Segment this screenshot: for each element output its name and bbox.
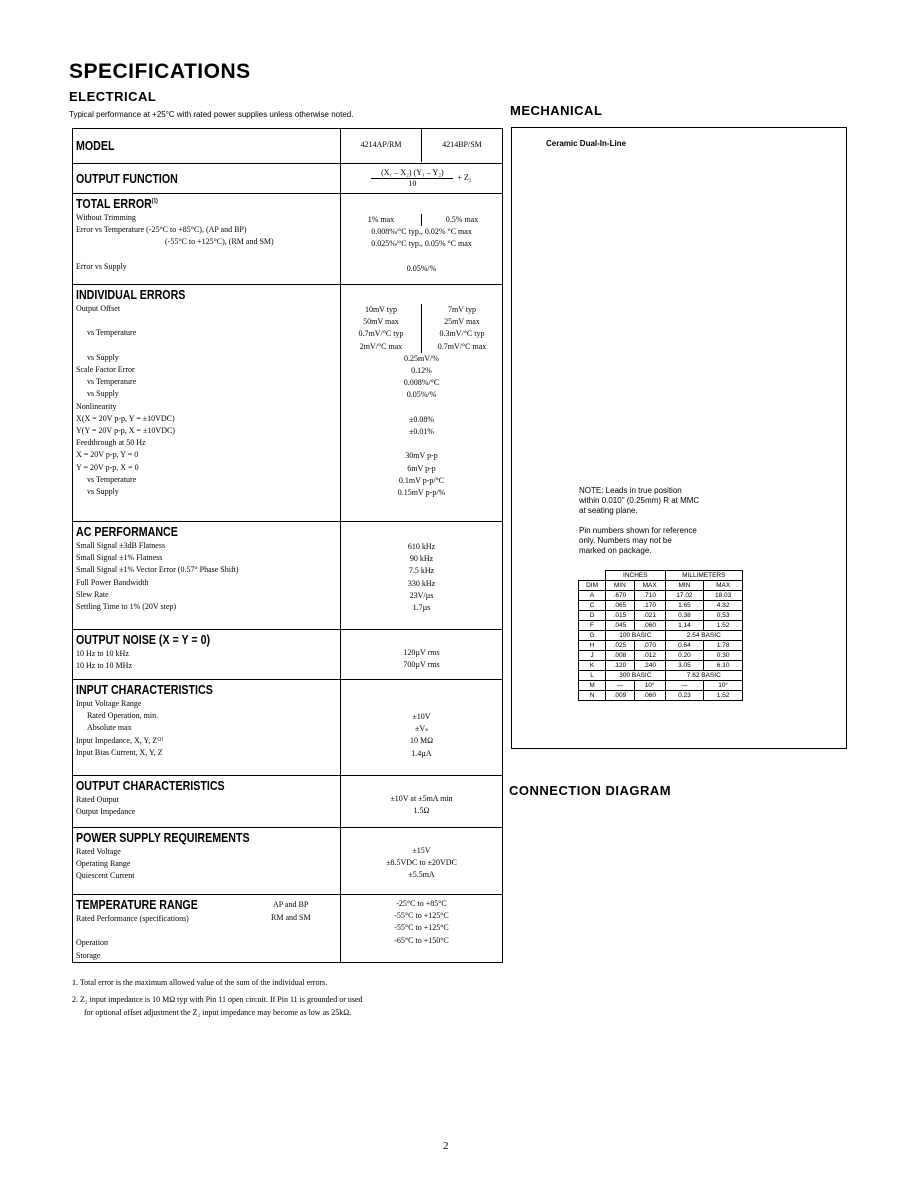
intro-text: Typical performance at +25°C with rated power supplies unless otherwise noted. <box>69 110 354 119</box>
ind-split-label-0: Output Offset <box>76 304 121 313</box>
outchar-val-1: 1.5Ω <box>413 806 430 816</box>
temp-val-1: -55°C to +125°C <box>394 911 449 921</box>
total-error-label-3: Error vs Supply <box>76 261 127 271</box>
dimension-table <box>578 570 743 701</box>
model-label: MODEL <box>76 138 115 153</box>
dim-header-in-min: MIN <box>606 581 635 591</box>
outchar-val-0: ±10V at ±5mA min <box>390 794 453 803</box>
ind-label-0: vs Supply <box>87 352 119 362</box>
model-col-b: 4214BP/SM <box>442 140 482 149</box>
ind-val-2: 0.008%/°C <box>403 378 440 388</box>
output-noise-title: OUTPUT NOISE (X = Y = 0) <box>76 632 211 647</box>
page-title: SPECIFICATIONS <box>69 60 251 83</box>
mechanical-note-1: NOTE: Leads in true position within 0.010" (0.25mm) R at MMC at seating plane. <box>579 486 700 515</box>
ind-split-b-0: 7mV typ <box>447 305 477 314</box>
noise-label-1: 10 Hz to 10 MHz <box>76 661 132 671</box>
ind-label-8: X = 20V p-p, Y = 0 <box>76 450 139 460</box>
mechanical-heading: MECHANICAL <box>510 103 603 118</box>
noise-label-0: 10 Hz to 10 kHz <box>76 649 129 658</box>
ind-label-6: Y(Y = 20V p-p, X = ±10VDC) <box>76 426 175 436</box>
dim-row: A .670 .710 17.02 18.03 <box>579 591 743 601</box>
total-error-title: TOTAL ERROR$^{(1)}$ <box>76 196 158 211</box>
ind-label-10: vs Temperature <box>87 474 137 484</box>
outchar-label-1: Output Impedance <box>76 807 136 817</box>
ind-label-2: vs Temperature <box>87 377 137 387</box>
temp-label-0: Rated Performance (specifications) <box>76 914 189 923</box>
outchar-label-0: Rated Output <box>76 795 119 804</box>
ind-split-a-0: 10mV typ <box>341 304 422 316</box>
ac-val-4: 23V/µs <box>409 590 434 600</box>
ind-split-b-1: 25mV max <box>444 317 480 327</box>
mechanical-note-2: Pin numbers shown for reference only. Numbers may not be marked on package. <box>579 526 697 555</box>
output-function-label: OUTPUT FUNCTION <box>76 171 178 186</box>
ind-split-a-2: 0.7mV/°C typ <box>341 328 422 340</box>
power-label-0: Rated Voltage <box>76 847 121 856</box>
ac-val-5: 1.7µs <box>412 603 431 613</box>
formula-numerator: (X₁ – X₂) (Y₁ – Y₂) <box>381 167 444 177</box>
dim-header-dim: DIM <box>579 581 606 591</box>
input-val-4: 1.4µA <box>411 748 432 758</box>
power-val-0: ±15V <box>412 846 431 855</box>
electrical-specs-table <box>72 128 503 963</box>
temp-col-b: RM and SM <box>271 913 311 922</box>
power-supply-title: POWER SUPPLY REQUIREMENTS <box>76 830 250 845</box>
ind-label-7: Feedthrough at 50 Hz <box>76 438 146 448</box>
ind-val-3: 0.05%/% <box>406 390 437 400</box>
individual-errors-title: INDIVIDUAL ERRORS <box>76 287 186 302</box>
ind-split-b-3: 0.7mV/°C max <box>437 341 487 351</box>
package-label: Ceramic Dual-In-Line <box>546 139 627 148</box>
dim-header-mm-max: MAX <box>704 581 743 591</box>
dim-header-mm-min: MIN <box>665 581 704 591</box>
dim-row: K .120 .240 3.05 6.10 <box>579 661 743 671</box>
mechanical-box <box>511 127 847 749</box>
ac-label-1: Small Signal ±1% Flatness <box>76 553 163 563</box>
input-val-1: ±10V <box>412 712 431 721</box>
total-error-b-0: 0.5% max <box>445 215 479 224</box>
ac-performance-title: AC PERFORMANCE <box>76 524 178 539</box>
ac-label-3: Full Power Bandwidth <box>76 577 149 587</box>
ind-val-8: 30mV p-p <box>405 451 438 461</box>
ind-split-a-3: 2mV/°C max <box>341 341 422 353</box>
ind-label-9: Y = 20V p-p, X = 0 <box>76 462 139 472</box>
dim-header-mm: MILLIMETERS <box>665 571 742 581</box>
dim-row: J .008 .012 0.20 0.30 <box>579 651 743 661</box>
temp-val-3: -65°C to +150°C <box>394 935 449 945</box>
input-val-2: ±Vₛ <box>414 724 429 734</box>
ac-val-3: 330 kHz <box>407 578 436 588</box>
total-error-label-2: (-55°C to +125°C), (RM and SM) <box>165 237 274 247</box>
temp-label-3: Storage <box>76 950 101 960</box>
temp-val-2: -55°C to +125°C <box>394 923 449 933</box>
ind-val-0: 0.25mV/% <box>404 353 439 363</box>
page-number: 2 <box>443 1140 449 1152</box>
dim-row: D .015 .021 0.38 0.53 <box>579 611 743 621</box>
ac-val-2: 7.5 kHz <box>408 566 435 576</box>
temp-col-a: AP and BP <box>273 900 309 909</box>
dim-header-in-max: MAX <box>634 581 665 591</box>
power-label-2: Quiescent Current <box>76 871 135 881</box>
input-label-0: Input Voltage Range <box>76 699 142 708</box>
ind-val-11: 0.15mV p-p/% <box>397 488 446 498</box>
power-val-2: ±5.5mA <box>408 870 435 880</box>
footnote-1: 1. Total error is the maximum allowed value of the sum of the individual errors. <box>72 978 328 987</box>
ac-val-1: 90 kHz <box>409 554 434 564</box>
ind-val-9: 6mV p-p <box>407 463 436 473</box>
ac-label-0: Small Signal ±3dB Flatness <box>76 541 166 550</box>
input-label-3: Input Impedance, X, Y, Z⁽²⁾ <box>76 735 164 745</box>
ac-label-5: Settling Time to 1% (20V step) <box>76 602 177 612</box>
electrical-heading: ELECTRICAL <box>69 89 157 104</box>
ind-label-11: vs Supply <box>87 487 119 497</box>
temp-label-2: Operation <box>76 938 108 948</box>
dim-header-inches: INCHES <box>606 571 666 581</box>
ac-label-4: Slew Rate <box>76 589 109 599</box>
ind-label-3: vs Supply <box>87 389 119 399</box>
noise-val-0: 120µV rms <box>403 648 440 657</box>
ac-val-0: 610 kHz <box>407 542 436 551</box>
output-characteristics-title: OUTPUT CHARACTERISTICS <box>76 778 225 793</box>
total-error-val-3: 0.05%/% <box>406 263 437 273</box>
ind-val-10: 0.1mV p-p/°C <box>398 475 445 485</box>
input-label-2: Absolute max <box>87 723 132 733</box>
dim-row: L 300 BASIC 7.62 BASIC <box>579 671 743 681</box>
ind-label-4: Nonlinearity <box>76 401 117 411</box>
input-characteristics-title: INPUT CHARACTERISTICS <box>76 682 213 697</box>
power-label-1: Operating Range <box>76 859 131 869</box>
total-error-label-1: Error vs Temperature (-25°C to +85°C), (AP and BP) <box>76 225 247 235</box>
formula-denominator: 10 <box>408 178 417 188</box>
dim-row: G 100 BASIC 2.54 BASIC <box>579 631 743 641</box>
ind-label-1: Scale Factor Error <box>76 365 135 375</box>
noise-val-1: 700µV rms <box>403 660 440 670</box>
ac-label-2: Small Signal ±1% Vector Error (0.57° Phase Shift) <box>76 565 239 575</box>
ind-val-6: ±0.01% <box>408 427 435 437</box>
dim-row: F .045 .060 1.14 1.52 <box>579 621 743 631</box>
dim-row: C .065 .170 1.65 4.32 <box>579 601 743 611</box>
ind-split-label-2: vs Temperature <box>87 328 137 338</box>
ind-split-a-1: 50mV max <box>341 316 422 328</box>
formula-suffix: + Z₂ <box>457 172 472 182</box>
input-val-3: 10 MΩ <box>409 736 434 746</box>
connection-diagram-heading: CONNECTION DIAGRAM <box>509 783 672 798</box>
temp-val-0: -25°C to +85°C <box>396 899 447 908</box>
total-error-val-2: 0.025%/°C typ., 0.05% °C max <box>371 239 472 249</box>
total-error-label-0: Without Trimming <box>76 213 136 222</box>
power-val-1: ±8.5VDC to ±20VDC <box>386 858 457 868</box>
ind-split-b-2: 0.3mV/°C typ <box>439 329 485 339</box>
ind-label-5: X(X = 20V p-p, Y = ±10VDC) <box>76 413 175 423</box>
ind-val-5: ±0.08% <box>408 414 435 424</box>
total-error-val-1: 0.008%/°C typ., 0.02% °C max <box>371 227 472 237</box>
model-col-a: 4214AP/RM <box>341 129 422 162</box>
dim-row: M — 10° — 10° <box>579 681 743 691</box>
total-error-a-0: 1% max <box>341 214 422 226</box>
dim-row: H .025 .070 0.64 1.78 <box>579 641 743 651</box>
footnote-2: 2. Z₂ input impedance is 10 MΩ typ with Pin 11 open circuit. If Pin 11 is grounded or used <box>72 995 363 1004</box>
output-function-formula <box>341 164 502 192</box>
temperature-range-title: TEMPERATURE RANGE <box>76 897 198 912</box>
dim-row: N .009 .060 0.23 1.52 <box>579 691 743 701</box>
input-label-4: Input Bias Current, X, Y, Z <box>76 747 163 757</box>
input-label-1: Rated Operation, min. <box>87 711 159 721</box>
ind-val-1: 0.12% <box>411 366 432 376</box>
footnote-2-cont: for optional offset adjustment the Z₂ input impedance may become as low as 25kΩ. <box>84 1008 352 1017</box>
